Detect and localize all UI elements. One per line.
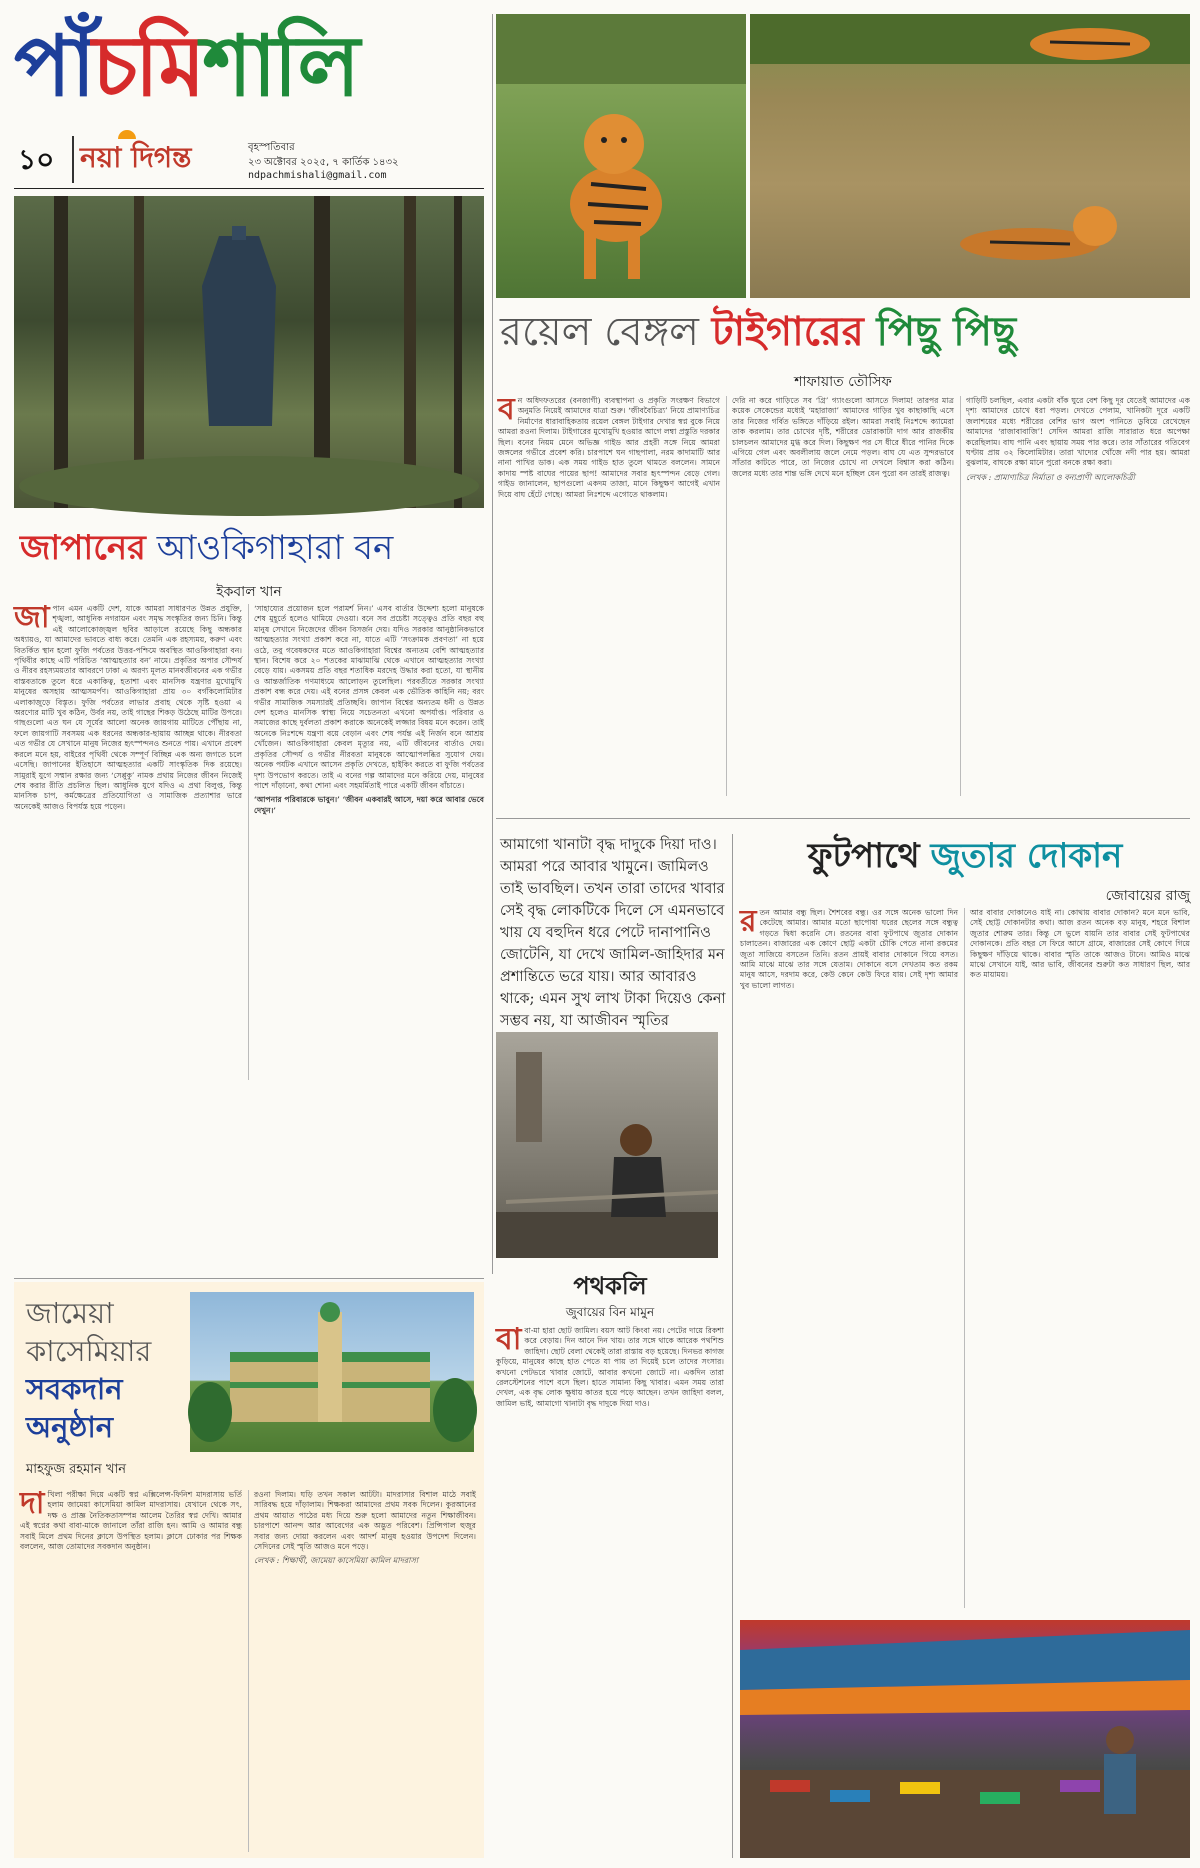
tiger-col3-text: গাড়িটি চলছিল, এবার একটা বাঁক ঘুরে বেশ কিছু দূর যেতেই আমাদের এক দৃশ্য আমাদের চোখে ধরা পড়ল। দেখতে পেলাম, খানিকটা দূরে একটি জলাশয়ের মধ্যে শরীরের বেশির ভাগ অংশ পানিতে ডুবিয়ে রেখেছেন আমাদের ‘রাজাবাবাজি’! সেদিন আমরা রাজি সারারাত ধরে অপেক্ষা করেছিলাম। বাঘ পানি এবং ছায়ায় সময় পার করে। তার সাঁতারের গতিবেগ ঘণ্টায় প্রায় ৩২ কিলোমিটার। তারা খাদ্যের খোঁজে নদী পার হয়। আমরা বুঝলাম, বাঘকে রক্ষা মানে পুরো বনকে রক্ষা করা।: [966, 396, 1190, 468]
tiger-headline-a: রয়েল বেঙ্গল: [500, 309, 699, 355]
tiger-column-2: [732, 396, 954, 796]
jamia-column-1: [20, 1486, 242, 1852]
jamia-headline-d: অনুষ্ঠান: [26, 1410, 114, 1444]
jamia-dropcap: দা: [20, 1486, 45, 1521]
pathkoli-dropcap: বা: [496, 1322, 522, 1357]
tiger-headline-b: টাইগারের: [711, 309, 864, 355]
pathkoli-headline: পথকলি: [573, 1272, 647, 1300]
shoe-market-photo: [740, 1620, 1190, 1858]
jamia-col1-text: খিলা পরীক্ষা দিয়ে একটি স্বপ্ন এক্সিলেন্স-ফিনিশ মাদরাসায় ভর্তি হলাম জামেয়া কাসেমিয়া কামিল মাদরাসায়। যেখানে থেকে সৎ, দক্ষ ও প্রাজ্ঞ নৈতিকতাসম্পন্ন আলেম তৈরির স্বপ্ন দেখি। আমার এই স্বপ্নের কথা বাবা-মাকে জানালে তাঁরা রাজি হন। আমি ও আমার বন্ধু সবাই মিলে প্রথম দিনের ক্লাসে উপস্থিত হলাম। ক্লাসে ঢোকার পর শিক্ষক বললেন, আজ তোমাদের সবকদান অনুষ্ঠান।: [20, 1490, 242, 1552]
japan-col-divider: [248, 604, 249, 1080]
jamia-headline-b: কাসেমিয়ার: [26, 1334, 152, 1368]
japan-column-1: [14, 600, 242, 1080]
shoes-col2-text: আর বাবার দোকানেও যাই না। কোথায় বাবার দোকান? মনে মনে ভাবি, সেই ছোট্ট দোকানটার কথা। আজ রতন অনেক বড় মানুষ, শহরে বিশাল জুতার শোরুম তার। কিন্তু সে ভুলে যায়নি তার বাবার সেই ফুটপাথের দোকানকে। প্রতি বছর সে ফিরে আসে গ্রামে, বাজারের সেই কোণে গিয়ে কিছুক্ষণ দাঁড়িয়ে থাকে। বাবার স্মৃতি তাকে আজও টানে। আমিও মাঝে মাঝে সেখানে যাই, আর ভাবি, জীবনের শুরুটা কত সাধারণ ছিল, আর কত মায়াময়।: [970, 908, 1190, 980]
street-child-photo: [496, 1032, 718, 1258]
shoes-divider: [964, 908, 965, 1608]
tiger-signature: লেখক : প্রামাণ্যচিত্র নির্মাতা ও বন্যপ্রাণী আলোকচিত্রী: [966, 472, 1135, 482]
masthead-part2: চমি: [92, 17, 203, 115]
pathkoli-text-block: [496, 1322, 724, 1858]
tiger-column-1: [498, 392, 720, 796]
japan-col1-text: পান এমন একটি দেশ, যাকে আমরা সাধারণত উন্নত প্রযুক্তি, শৃঙ্খলা, আধুনিক নগরায়ন এবং সমৃদ্ধ সংস্কৃতির জন্য চিনি। কিন্তু এই আলোকোজ্জ্বল ছবির আড়ালে রয়েছে কিছু অন্ধকার অধ্যায়ও, যা আমাদের ভাবতে বাধ্য করে। তেমনি এক রহস্যময়, করুণ এবং বিতর্কিত স্থান হলো ফুজি পর্বতের উত্তর-পশ্চিমে অবস্থিত আওকিগাহারা বন। পৃথিবীর কাছে এটি পরিচিত ‘আত্মহত্যার বন’ নামে। প্রকৃতির অপার সৌন্দর্য ও নীরব রহস্যময়তার আবরণে ঢাকা এ অরণ্য মূলত মানবজীবনের এক গভীর বাস্তবতাকে তুলে ধরে একাকিত্ব, হতাশা এবং মানসিক যন্ত্রণার মুখোমুখি মানুষের অসহায় আত্মসমর্পণ। আওকিগাহারা প্রায় ৩০ বর্গকিলোমিটার এলাকাজুড়ে বিস্তৃত। ফুজি পর্বতের লাভার প্রবাহ থেকে সৃষ্টি হওয়া এ অরণ্যের মাটি খুব কঠিন, উর্বর নয়, তাই গাছের শিকড় উঠেছে মাটির উপরে। গাছগুলো এত ঘন যে সূর্যের আলো অনেক জায়গায় মাটিতে পৌঁছায় না, ফলে জায়গাটি সবসময় এক ধরনের অন্ধকার-ছায়ায় আচ্ছন্ন থাকে। নীরবতা এত গভীর যে সেখানে মানুষ নিজের হৃৎস্পন্দনও শুনতে পায়। এখানে প্রবেশ করলে মনে হয়, বাইরের পৃথিবী থেকে সম্পূর্ণ বিচ্ছিন্ন এক অন্য জগতে চলে এসেছি। জাপানের ইতিহাসে আত্মহত্যার একটি সাংস্কৃতিক দিক রয়েছে। সামুরাই যুগে সম্মান রক্ষার জন্য ‘সেপ্পুকু’ নামক প্রথায় নিজের জীবন নিজেই শেষ করার রীতি প্রচলিত ছিল। আধুনিক যুগে যদিও এ প্রথা বিলুপ্ত, কিন্তু মানসিক চাপ, কর্মক্ষেত্রের প্রতিযোগিতা ও সামাজিক প্রত্যাশার ভারে অনেকেই আজও বিপর্যস্ত হয়ে পড়েন।: [14, 604, 242, 811]
masthead-email: ndpachmishali@gmail.com: [248, 170, 387, 181]
madrasa-illustration: [190, 1292, 474, 1452]
shoes-headline-b: জুতার দোকান: [930, 836, 1123, 876]
japan-headline-b: আওকিগাহারা বন: [156, 528, 394, 568]
jamia-divider: [248, 1490, 249, 1852]
tiger-col1-text: ন অধিদফতরের (বনজাগী) ব্যবস্থাপনা ও প্রকৃতি সংরক্ষণ বিভাগে অনুমতি নিয়েই আমাদের যাত্রা শুরু। ‘জীববৈচিত্র্য’ নিয়ে প্রামাণ্যচিত্র নির্মাণের ধারাবাহিকতায় রয়েল বেঙ্গল টাইগার দেখার স্বপ্ন বুকে নিয়ে আমরা রওনা দিলাম। টাইগারের মুখোমুখি হওয়ার আগে লম্বা প্রস্তুতি দরকার ছিল। বনের নিয়ম মেনে অভিজ্ঞ গাইড আর প্রহরী সঙ্গে নিয়ে আমরা জঙ্গলের গভীরে প্রবেশ করি। চারপাশে ঘন গাছপালা, নরম কাদামাটি আর নানা পাখির ডাক। এক সময় গাইড হাত তুলে থামতে বললেন। সামনে কাদায় স্পষ্ট বাঘের পায়ের ছাপ! আমাদের সবার হৃৎস্পন্দন বেড়ে গেল। গাইড জানালেন, ছাপগুলো একদম তাজা, মানে কিছুক্ষণ আগেই এখান দিয়ে বাঘ হেঁটে গেছে। আমরা নিঃশব্দে এগোতে থাকলাম।: [498, 396, 720, 499]
shoes-headline: [740, 834, 1190, 878]
page-number: ১০: [18, 143, 55, 176]
tiger-col2-text: দেরি না করে গাড়িতে সব ‘গ্রি’ গ্যাংগুলো আসতে দিলাম! তারপর মাত্র কয়েক সেকেন্ডের মধ্যেই ‘মহারাজা’ আমাদের গাড়ির খুব কাছাকাছি এসে তার নিজের গর্বিত ভঙ্গিতে দাঁড়িয়ে রইল। আমরা সবাই নিঃশব্দে ক্যামেরা তাক করলাম। তার চোখের দৃষ্টি, শরীরের ডোরাকাটা দাগ আর রাজকীয় চালচলন আমাদের মুগ্ধ করে দিল। কিছুক্ষণ পর সে ধীরে ধীরে পানির দিকে এগিয়ে গেল এবং অবলীলায় জলে নেমে পড়ল। বাঘ যে এত সুন্দরভাবে সাঁতার কাটতে পারে, তা নিজের চোখে না দেখলে বিশ্বাস করা কঠিন। জলের মধ্যে তার শান্ত ভঙ্গি দেখে মনে হচ্ছিল যেন পুরো বন তারই রাজত্ব।: [732, 396, 954, 478]
jamia-headline: [26, 1294, 186, 1446]
shoes-column-2: [970, 908, 1190, 1608]
left-right-divider: [492, 14, 493, 1274]
japan-dropcap: জা: [14, 600, 50, 635]
tiger-bottom-rule: [496, 818, 1190, 819]
shoes-author: জোবায়ের রাজু: [1105, 888, 1190, 904]
jamia-top-rule: [14, 1278, 484, 1279]
jamia-author: মাহফুজ রহমান খান: [26, 1462, 127, 1477]
masthead-day: বৃহস্পতিবার: [248, 142, 295, 153]
forest-illustration: [14, 196, 484, 508]
paper-name: নয়া দিগন্ত: [72, 136, 191, 183]
masthead-part3: শালি: [202, 17, 358, 115]
shoes-column-1: [740, 904, 958, 1608]
shoes-headline-a: ফুটপাথে: [807, 836, 920, 876]
tiger-headline: [500, 306, 1190, 358]
tiger-standing-illustration: [496, 14, 746, 298]
japan-column-2: [254, 604, 484, 1080]
jamia-headline-a: জামেয়া: [26, 1296, 114, 1330]
tiger-dropcap: ব: [498, 392, 515, 427]
shoes-col1-text: তন আমার বন্ধু ছিল। শৈশবের বন্ধু। ওর সঙ্গে অনেক ভালো দিন কেটেছে আমার। আমার মতো ছাপোষা ঘরের ছেলের সঙ্গে বন্ধুত্ব গড়তে দ্বিধা করেনি সে। রতনের বাবা ফুটপাথে জুতার দোকান চালাতেন। বাজারের এক কোণে ছোট্ট একটা চৌকি পেতে নানা রকমের জুতা সাজিয়ে বসতেন তিনি। রতন প্রায়ই বাবার দোকানে গিয়ে বসত। আমি মাঝে মাঝে তার সঙ্গে যেতাম। দোকানে বসে দেখতাম কত রকম মানুষ আসে, দরদাম করে, কেউ কেনে কেউ ফিরে যায়। সেই দৃশ্য আমার খুব ভালো লাগত।: [740, 908, 958, 990]
poem-quote: আমাগো খানাটা বৃদ্ধ দাদুকে দিয়া দাও। আমরা পরে আবার খামুনে। জামিলও তাই ভাবছিল। তখন তারা তাদের খাবার সেই বৃদ্ধ লোকটিকে দিলে সে এমনভাবে খায় যে বহুদিন ধরে পেটে দানাপানিও জোটেনি, যা দেখে জামিল-জাহিদার মন প্রশান্তিতে ভরে যায়। আর আবারও থাকে; এমন সুখ লাখ টাকা দিয়েও কেনা সম্ভব নয়, যা আজীবন স্মৃতির: [500, 837, 726, 1029]
japan-author: ইকবাল খান: [216, 584, 282, 600]
tiger-divider-1: [726, 396, 727, 796]
forest-photo: [14, 196, 484, 508]
tiger-standing-photo: [496, 14, 746, 298]
jamia-headline-c: সবকদান: [26, 1372, 123, 1406]
masthead-date: ২৩ অক্টোবর ২০২৫, ৭ কার্তিক ১৪৩২: [248, 157, 399, 168]
shoe-market-illustration: [740, 1620, 1190, 1858]
masthead-divider: [14, 188, 484, 189]
tiger-author: শাফায়াত তৌসিফ: [794, 374, 892, 390]
street-child-illustration: [496, 1032, 718, 1258]
shoes-dropcap: র: [740, 904, 757, 939]
tiger-swimming-illustration: [750, 14, 1190, 298]
tiger-swimming-photo: [750, 14, 1190, 298]
madrasa-building-photo: [190, 1292, 474, 1452]
masthead-title: [14, 14, 394, 124]
jamia-col2-text: রওনা দিলাম। ঘড়ি তখন সকাল আটটা। মাদরাসার বিশাল মাঠে সবাই সারিবদ্ধ হয়ে দাঁড়ালাম। শিক্ষকরা আমাদের প্রথম সবক দিলেন। কুরআনের প্রথম আয়াত পাঠের মধ্য দিয়ে শুরু হলো আমাদের নতুন শিক্ষাজীবন। চারপাশে আনন্দ আর আবেগের এক অদ্ভুত পরিবেশ। প্রিন্সিপাল হুজুর সবার জন্য দোয়া করলেন এবং আদর্শ মানুষ হওয়ার উপদেশ দিলেন। সেদিনের সেই স্মৃতি আজও মনে পড়ে।: [254, 1490, 476, 1552]
japan-headline: [20, 526, 480, 570]
jamia-signature: লেখক : শিক্ষার্থী, জামেয়া কাসেমিয়া কামিল মাদরাসা: [254, 1556, 419, 1566]
masthead-part1: পাঁ: [14, 17, 93, 115]
jamia-column-2: [254, 1490, 476, 1852]
tiger-column-3: [966, 396, 1190, 796]
pathkoli-text: বা-মা হারা ছোট জামিল। বয়স আট কিংবা নয়। পেটের দায়ে রিকশা করে বেড়ায়। দিন আনে দিন খায়। তার সঙ্গে থাকে আরেক পথশিশু জাহিদা। ছোট বেলা থেকেই তারা রাস্তায় বড় হয়েছে। দিনভর কাগজ কুড়িয়ে, মানুষের কাছে হাত পেতে যা পায় তা দিয়েই চলে তাদের সংসার। কখনো পেটভরে খাবার জোটে, আবার কখনো জোটে না। একদিন তারা রেলস্টেশনের পাশে বসে ছিল। হাতে সামান্য কিছু খাবার। এমন সময় তারা দেখল, এক বৃদ্ধ লোক ক্ষুধায় কাতর হয়ে পড়ে আছেন। তখন জাহিদা বলল, জামিল ভাই, আমাগো খানাটা বৃদ্ধ দাদুকে দিয়া দাও।: [496, 1326, 724, 1408]
japan-quote: ‘আপনার পরিবারকে ভাবুন।’ ‘জীবন একবারই আসে, দয়া করে আবার ভেবে দেখুন।’: [254, 795, 484, 815]
pathkoli-author: জুবায়ের বিন মামুন: [565, 1305, 655, 1319]
japan-headline-a: জাপানের: [20, 528, 146, 568]
center-divider: [732, 834, 733, 1858]
japan-col2-text: ‘সাহায্যের প্রয়োজন হলে পরামর্শ নিন।’ এসব বার্তার উদ্দেশ্য হলো মানুষকে শেষ মুহূর্তে হলেও থামিয়ে দেওয়া। বনে সব প্রচেষ্টা সত্ত্বেও প্রতি বছর বহু মানুষ সেখানে নিজেদের জীবন বিসর্জন দেয়। যদিও সরকার আনুষ্ঠানিকভাবে আত্মহত্যার সংখ্যা প্রকাশ করে না, যাতে এটি ‘সংক্রামক প্রবণতা’ না হয়ে ওঠে, তবু গবেষকদের মতে আওকিগাহারা বিশ্বের অন্যতম বেশি আত্মহত্যার স্থান। বিশেষ করে ২০ শতকের মাঝামাঝি থেকে এখানে আত্মহত্যার সংখ্যা বেড়ে যায়। একসময় প্রতি বছর শতাধিক মরদেহ উদ্ধার করা হতো, যা স্থানীয় ও আন্তর্জাতিক গণমাধ্যমে আলোড়ন তুলেছিল। পরবর্তীতে সরকার সংখ্যা প্রকাশ বন্ধ করে দেয়। এই বনের প্রসঙ্গ কেবল এক ভৌতিক কাহিনি নয়; বরং গভীর সামাজিক সমস্যারই প্রতিচ্ছবি। জাপান বিশ্বের অন্যতম ধনী ও উন্নত দেশ হলেও মানসিক স্বাস্থ্য নিয়ে সচেতনতা এখনো অপর্যাপ্ত। পরিবার ও সমাজের কাছে দুর্বলতা প্রকাশ করাকে অনেকেই লজ্জার বিষয় মনে করেন। তাই অনেকে নিঃশব্দে যন্ত্রণা বয়ে বেড়ান এবং শেষ পর্যন্ত এই নির্জন বনে আশ্রয় খোঁজেন। আওকিগাহারা কেবল মৃত্যুর নয়, এটি জীবনের বার্তাও দেয়। প্রকৃতির সৌন্দর্য ও গভীর নীরবতা মানুষকে আত্মোপলব্ধির সুযোগ দেয়। অনেক পর্যটক এখানে আসেন প্রকৃতি দেখতে, হাইকিং করতে বা ফুজি পর্বতের দৃশ্য উপভোগ করতে। তাই এ বনের গল্প আমাদের মনে করিয়ে দেয়, মানুষের পাশে দাঁড়ানো, কথা শোনা এবং সহমর্মিতাই পারে একটি জীবন বাঁচাতে।: [254, 604, 484, 790]
tiger-divider-2: [960, 396, 961, 796]
sun-icon: [118, 130, 136, 139]
tiger-headline-c: পিছু পিছু: [876, 309, 1017, 355]
